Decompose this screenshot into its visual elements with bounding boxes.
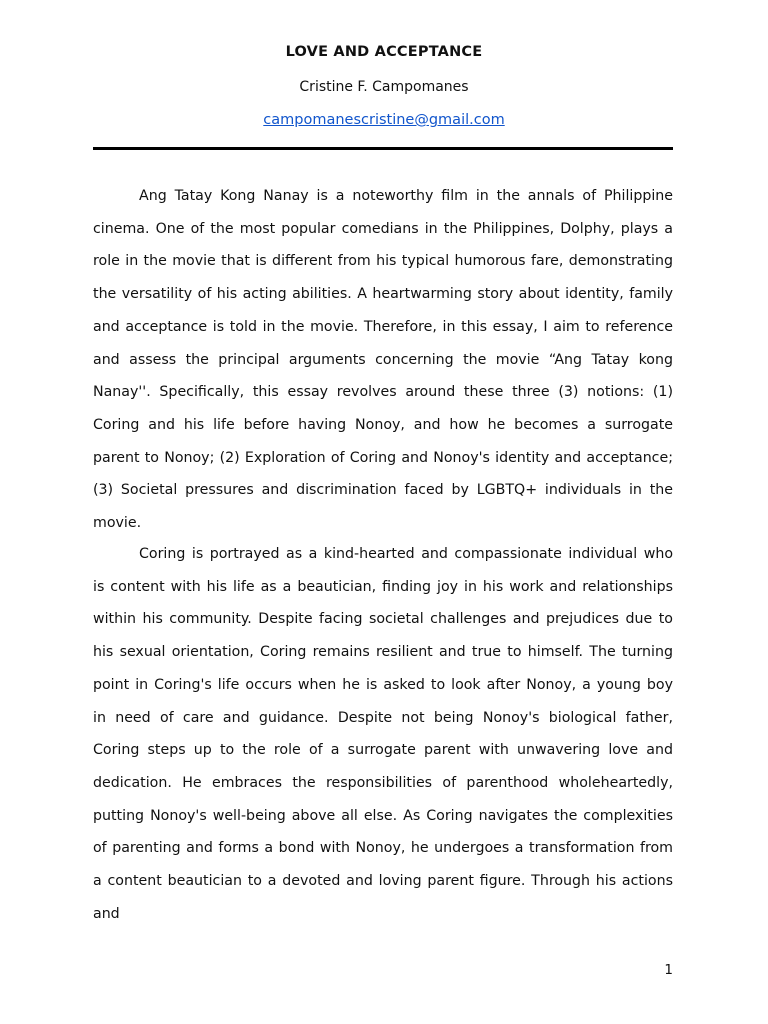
author-name: Cristine F. Campomanes [299, 79, 469, 95]
page-number: 1 [664, 962, 673, 978]
paragraph-1: Ang Tatay Kong Nanay is a noteworthy film in the annals of Philippine cinema. One of the most popular comedians in the Philippines, Dolphy, plays a role in the movie that is different from his typical humorous fare, demonstrating the versatility of his acting abilities. A heartwarming story about identity, family and acceptance is told in the movie. Therefore, in this essay, I aim to reference and assess the principal arguments concerning the movie “Ang Tatay kong Nanay''. Specifically, this essay revolves around these three (3) notions: (1) Coring and his life before having Nonoy, and how he becomes a surrogate parent to Nonoy; (2) Exploration of Coring and Nonoy's identity and acceptance; (3) Societal pressures and discrimination faced by LGBTQ+ individuals in the movie. [93, 188, 673, 532]
email-line [0, 112, 768, 128]
email-link[interactable]: campomanescristine@gmail.com [263, 112, 505, 128]
document-title: LOVE AND ACCEPTANCE [285, 44, 483, 60]
paragraph-2: Coring is portrayed as a kind-hearted and compassionate individual who is content with his life as a beautician, finding joy in his work and relationships within his community. Despite facing societal challenges and prejudices due to his sexual orientation, Coring remains resilient and true to himself. The turning point in Coring's life occurs when he is asked to look after Nonoy, a young boy in need of care and guidance. Despite not being Nonoy's biological father, Coring steps up to the role of a surrogate parent with unwavering love and dedication. He embraces the responsibilities of parenthood wholeheartedly, putting Nonoy's well-being above all else. As Coring navigates the complexities of parenting and forms a bond with Nonoy, he undergoes a transformation from a content beautician to a devoted and loving parent figure. Through his actions and [93, 546, 673, 922]
header-divider [93, 147, 673, 150]
